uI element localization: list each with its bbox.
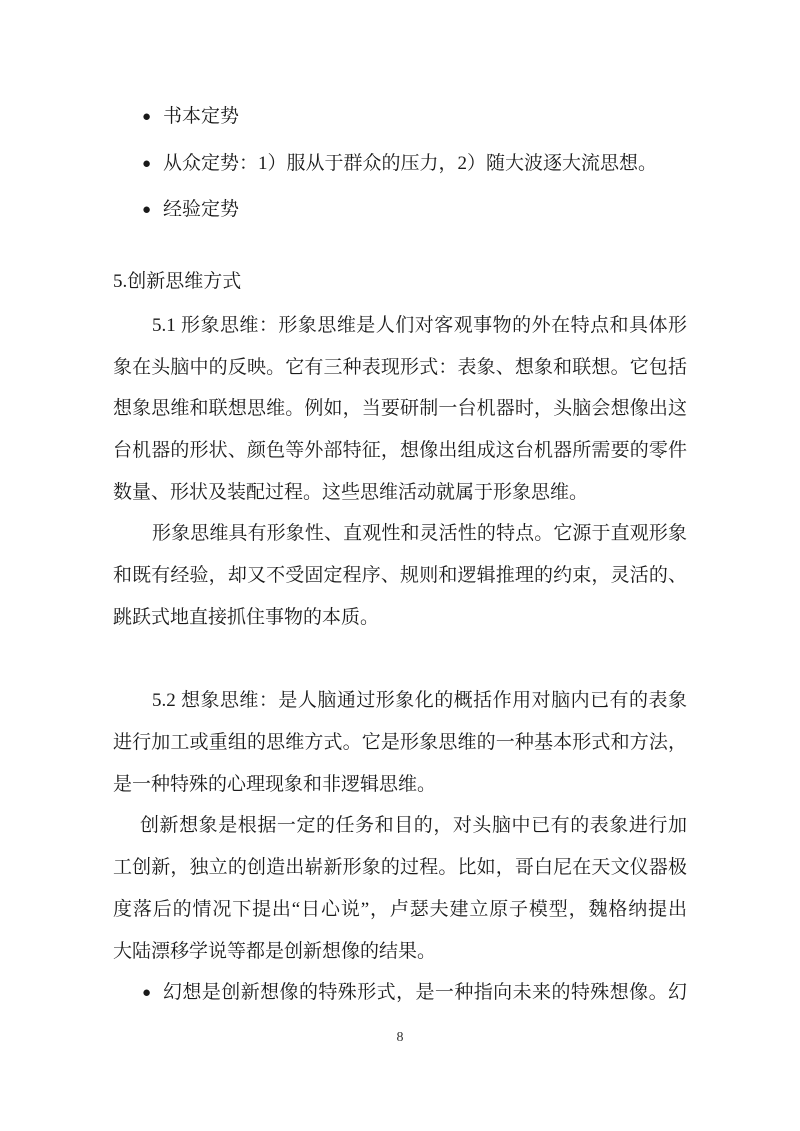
paragraph-line: 想象思维和联想思维。例如，当要研制一台机器时，头脑会想像出这 xyxy=(113,398,687,419)
paragraph-line: 形象思维具有形象性、直观性和灵活性的特点。它源于直观形象 xyxy=(152,523,687,544)
list-item: 幻想是创新想像的特殊形式，是一种指向未来的特殊想像。幻 xyxy=(163,982,687,1003)
list-item: 书本定势 xyxy=(163,106,240,127)
paragraph-line: 度落后的情况下提出“日心说”，卢瑟夫建立原子模型，魏格纳提出 xyxy=(113,899,687,920)
paragraph-line: 象在头脑中的反映。它有三种表现形式：表象、想象和联想。它包括 xyxy=(113,357,687,378)
section-heading: 5.创新思维方式 xyxy=(113,271,242,292)
paragraph-line: 工创新，独立的创造出崭新形象的过程。比如，哥白尼在天文仪器极 xyxy=(113,857,687,878)
bullet-icon: ● xyxy=(142,156,152,172)
bullet-icon: ● xyxy=(142,202,152,218)
paragraph-line: 大陆漂移学说等都是创新想像的结果。 xyxy=(113,941,437,962)
list-item: 经验定势 xyxy=(163,199,240,220)
paragraph-line: 和既有经验，却又不受固定程序、规则和逻辑推理的约束，灵活的、 xyxy=(113,565,687,586)
bullet-icon: ● xyxy=(142,109,152,125)
paragraph-line: 跳跃式地直接抓住事物的本质。 xyxy=(113,607,380,628)
list-item: 从众定势：1）服从于群众的压力，2）随大波逐大流思想。 xyxy=(163,153,658,174)
paragraph-line: 5.2 想象思维：是人脑通过形象化的概括作用对脑内已有的表象 xyxy=(152,690,687,711)
paragraph-line: 数量、形状及装配过程。这些思维活动就属于形象思维。 xyxy=(113,482,589,503)
bullet-icon: ● xyxy=(142,985,152,1001)
paragraph-line: 进行加工或重组的思维方式。它是形象思维的一种基本形式和方法， xyxy=(113,732,687,753)
paragraph-line: 是一种特殊的心理现象和非逻辑思维。 xyxy=(113,774,437,795)
paragraph-line: 5.1 形象思维：形象思维是人们对客观事物的外在特点和具体形 xyxy=(152,315,687,336)
page-number: 8 xyxy=(396,1030,404,1045)
paragraph-line: 台机器的形状、颜色等外部特征，想像出组成这台机器所需要的零件 xyxy=(113,440,687,461)
paragraph-line: 创新想象是根据一定的任务和目的，对头脑中已有的表象进行加 xyxy=(140,815,687,836)
